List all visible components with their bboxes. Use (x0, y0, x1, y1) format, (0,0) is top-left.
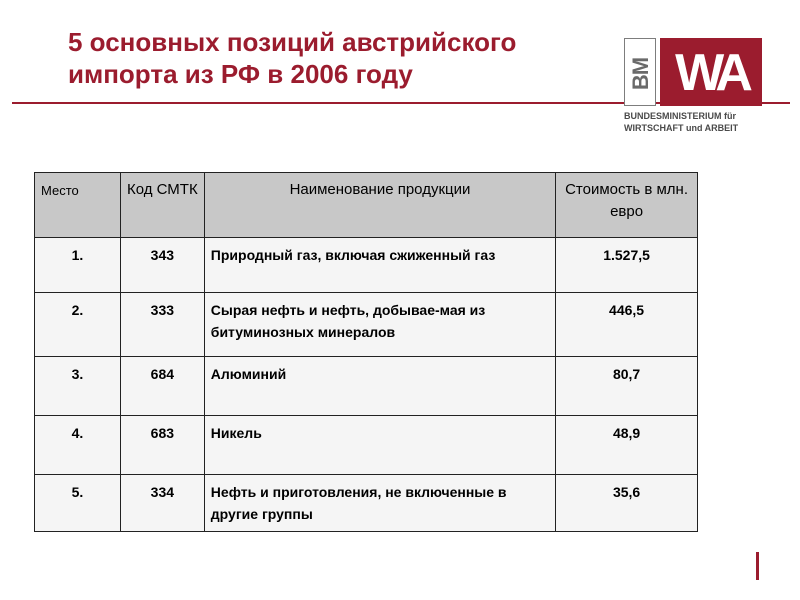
table-row (35, 238, 698, 293)
header-code: Код СМТК (120, 173, 204, 238)
logo-bm-text: BM (628, 57, 653, 91)
cell-code: 334 (120, 475, 204, 532)
table-row (35, 293, 698, 357)
logo-caption-line-1: BUNDESMINISTERIUM für (624, 111, 736, 121)
cell-code: 343 (120, 238, 204, 293)
table-header-row (35, 173, 698, 238)
cell-place: 4. (35, 416, 121, 475)
cell-name: Нефть и приготовления, не включенные в другие группы (204, 475, 555, 532)
slide-title (68, 26, 608, 90)
cell-place: 2. (35, 293, 121, 357)
header-value: Стоимость в млн. евро (556, 173, 698, 238)
table-row (35, 475, 698, 532)
cell-code: 684 (120, 357, 204, 416)
cell-name: Природный газ, включая сжиженный газ (204, 238, 555, 293)
header-name: Наименование продукции (204, 173, 555, 238)
cell-place: 1. (35, 238, 121, 293)
cell-value: 35,6 (556, 475, 698, 532)
imports-table (34, 172, 698, 532)
table-row (35, 357, 698, 416)
ministry-logo (624, 38, 774, 138)
cell-code: 333 (120, 293, 204, 357)
cell-value: 48,9 (556, 416, 698, 475)
cell-place: 5. (35, 475, 121, 532)
logo-bm-mark (624, 38, 656, 106)
table-row (35, 416, 698, 475)
cell-name: Никель (204, 416, 555, 475)
logo-wa-mark: WA (660, 38, 762, 106)
cell-code: 683 (120, 416, 204, 475)
cell-value: 446,5 (556, 293, 698, 357)
title-line-1: 5 основных позиций австрийского (68, 27, 517, 57)
cell-place: 3. (35, 357, 121, 416)
cell-name: Алюминий (204, 357, 555, 416)
cell-value: 80,7 (556, 357, 698, 416)
header-place: Место (35, 173, 121, 238)
title-line-2: импорта из РФ в 2006 году (68, 59, 413, 89)
cell-name: Сырая нефть и нефть, добывае-мая из битуминозных минералов (204, 293, 555, 357)
corner-accent-bar (756, 552, 759, 580)
cell-value: 1.527,5 (556, 238, 698, 293)
logo-caption-line-2: WIRTSCHAFT und ARBEIT (624, 123, 739, 133)
